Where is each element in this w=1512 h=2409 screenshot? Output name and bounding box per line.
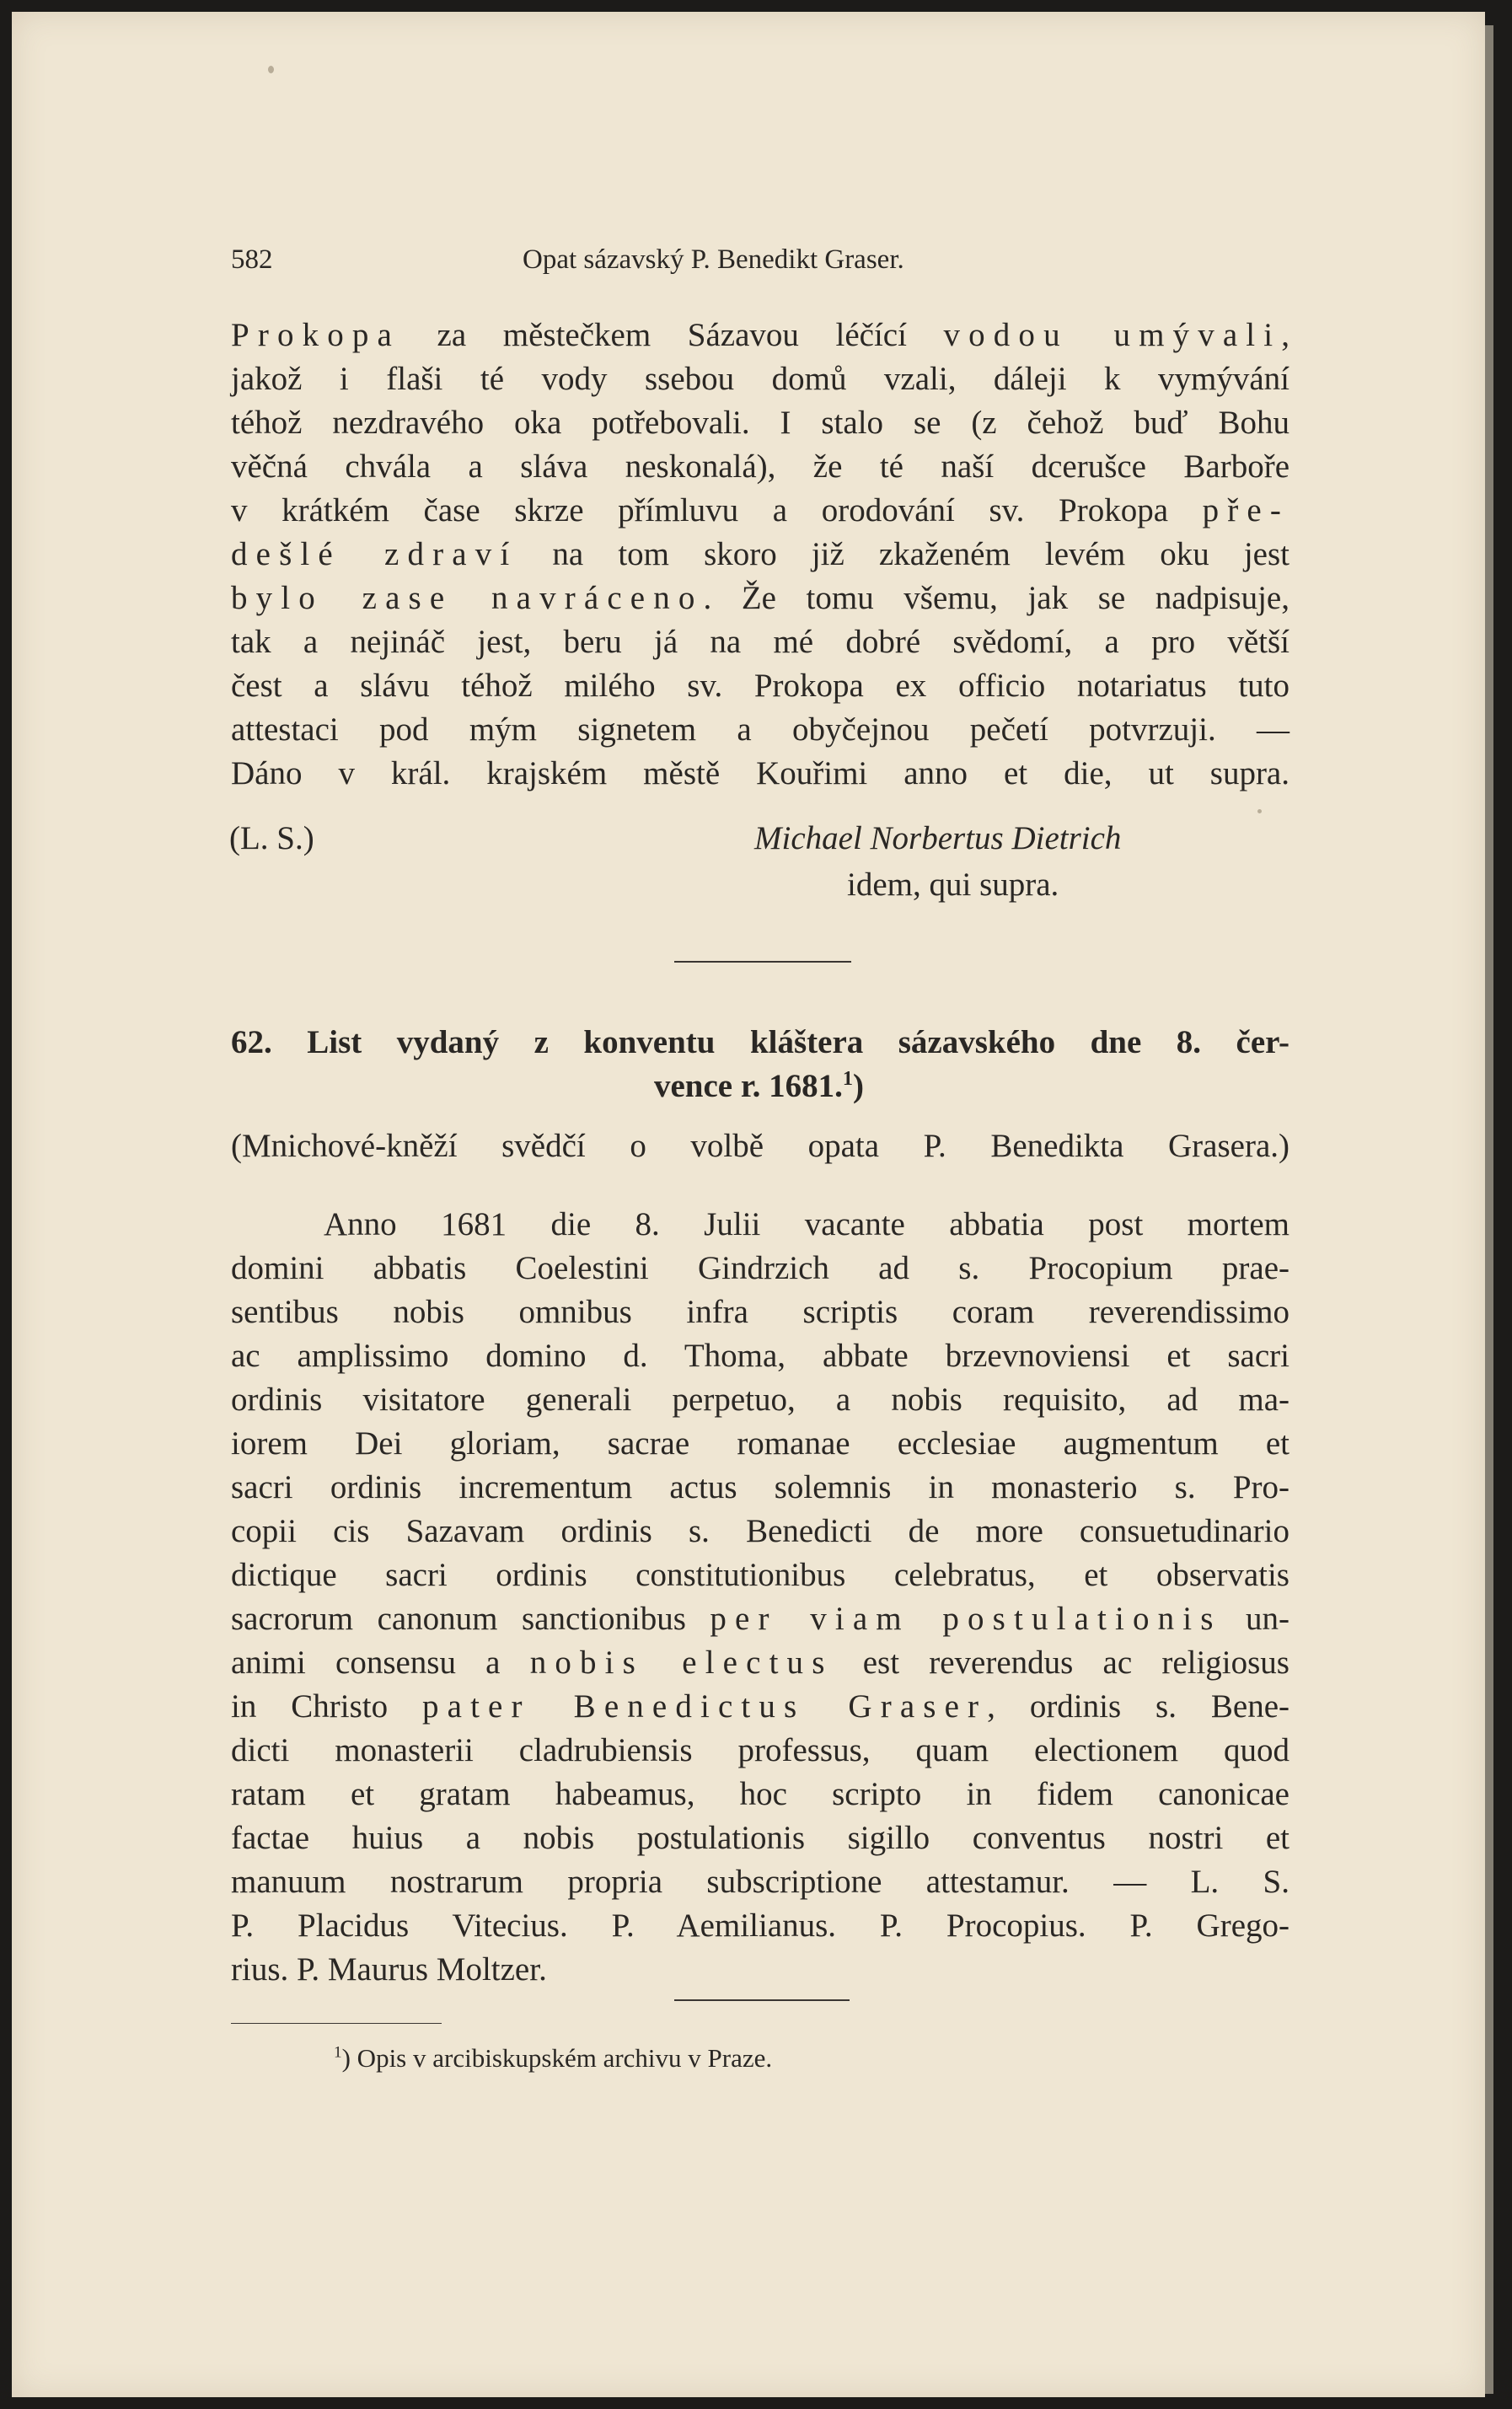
- text-line: jakož i flaši té vody ssebou domů vzali, dáleji k vymývání: [231, 361, 1289, 397]
- text-line: P. Placidus Vitecius. P. Aemilianus. P. Procopius. P. Grego-: [231, 1907, 1289, 1944]
- text-line: Anno 1681 die 8. Julii vacante abbatia post mortem: [324, 1206, 1289, 1242]
- document-heading-line-1: 62. List vydaný z konventu kláštera sázavského dne 8. čer-: [231, 1024, 1289, 1060]
- text-line: copii cis Sazavam ordinis s. Benedicti de more consuetudinario: [231, 1513, 1289, 1549]
- signer-note: idem, qui supra.: [847, 866, 1059, 903]
- footnote-mark: 1: [842, 1067, 853, 1090]
- text-line: ratam et gratam habeamus, hoc scripto in fidem canonicae: [231, 1776, 1289, 1812]
- text-line: Dáno v král. krajském městě Kouřimi anno et die, ut supra.: [231, 755, 1289, 791]
- text-line: ordinis visitatore generali perpetuo, a nobis requisito, ad ma-: [231, 1382, 1289, 1418]
- footnote-text: ) Opis v arcibiskupském archivu v Praze.: [341, 2043, 773, 2073]
- text-line: bylo zase navráceno. Že tomu všemu, jak se nadpisuje,: [231, 580, 1289, 616]
- text-line: sacrorum canonum sanctionibus per viam postulationis un-: [231, 1601, 1289, 1637]
- text-line: dicti monasterii cladrubiensis professus, quam electionem quod: [231, 1732, 1289, 1768]
- text-line: factae huius a nobis postulationis sigillo conventus nostri et: [231, 1820, 1289, 1856]
- text-line: čest a slávu téhož milého sv. Prokopa ex officio notariatus tuto: [231, 668, 1289, 704]
- text-line: téhož nezdravého oka potřebovali. I stalo se (z čehož buď Bohu: [231, 405, 1289, 441]
- text-line: Prokopa za městečkem Sázavou léčící vodou umývali,: [231, 317, 1289, 353]
- text-line: věčná chvála a sláva neskonalá), že té naší dcerušce Barboře: [231, 448, 1289, 485]
- text-line: animi consensu a nobis electus est reverendus ac religiosus: [231, 1644, 1289, 1681]
- paper-speck: [1257, 809, 1262, 813]
- document-subtitle: (Mnichové-kněží svědčí o volbě opata P. Benedikta Grasera.): [231, 1128, 1289, 1164]
- footnote-rule: [231, 2023, 442, 2024]
- paper-speck: [268, 66, 274, 73]
- text-line: rius. P. Maurus Moltzer.: [231, 1951, 547, 1988]
- text-line: sacri ordinis incrementum actus solemnis in monasterio s. Pro-: [231, 1469, 1289, 1505]
- signer-name: Michael Norbertus Dietrich: [754, 820, 1122, 856]
- footnote-number: 1: [334, 2043, 342, 2062]
- footnote: [334, 2041, 772, 2075]
- text-line: v krátkém čase skrze přímluvu a orodování sv. Prokopa pře-: [231, 492, 1289, 528]
- page-number: 582: [231, 244, 273, 275]
- page-header: [231, 244, 1289, 282]
- text-line: iorem Dei gloriam, sacrae romanae ecclesiae augmentum et: [231, 1425, 1289, 1462]
- text-line: dictique sacri ordinis constitutionibus celebratus, et observatis: [231, 1557, 1289, 1593]
- text-line: dešlé zdraví na tom skoro již zkaženém levém oku jest: [231, 536, 1289, 572]
- section-divider: [674, 961, 851, 963]
- seal-mark: (L. S.): [229, 820, 314, 856]
- document-heading-line-2: vence r. 1681.$^1$): [654, 1067, 864, 1104]
- text-line: ac amplissimo domino d. Thoma, abbate brzevnoviensi et sacri: [231, 1338, 1289, 1374]
- text-line: attestaci pod mým signetem a obyčejnou pečetí potvrzuji. —: [231, 711, 1289, 748]
- text-line: manuum nostrarum propria subscriptione attestamur. — L. S.: [231, 1864, 1289, 1900]
- running-title: Opat sázavský P. Benedikt Graser.: [523, 244, 904, 275]
- text-line: in Christo pater Benedictus Graser, ordinis s. Bene-: [231, 1688, 1289, 1725]
- text-line: tak a nejináč jest, beru já na mé dobré svědomí, a pro větší: [231, 624, 1289, 660]
- text-line: sentibus nobis omnibus infra scriptis coram reverendissimo: [231, 1294, 1289, 1330]
- adjacent-page-edge: [1485, 25, 1493, 2394]
- end-divider: [674, 1999, 850, 2001]
- text-line: domini abbatis Coelestini Gindrzich ad s. Procopium prae-: [231, 1250, 1289, 1286]
